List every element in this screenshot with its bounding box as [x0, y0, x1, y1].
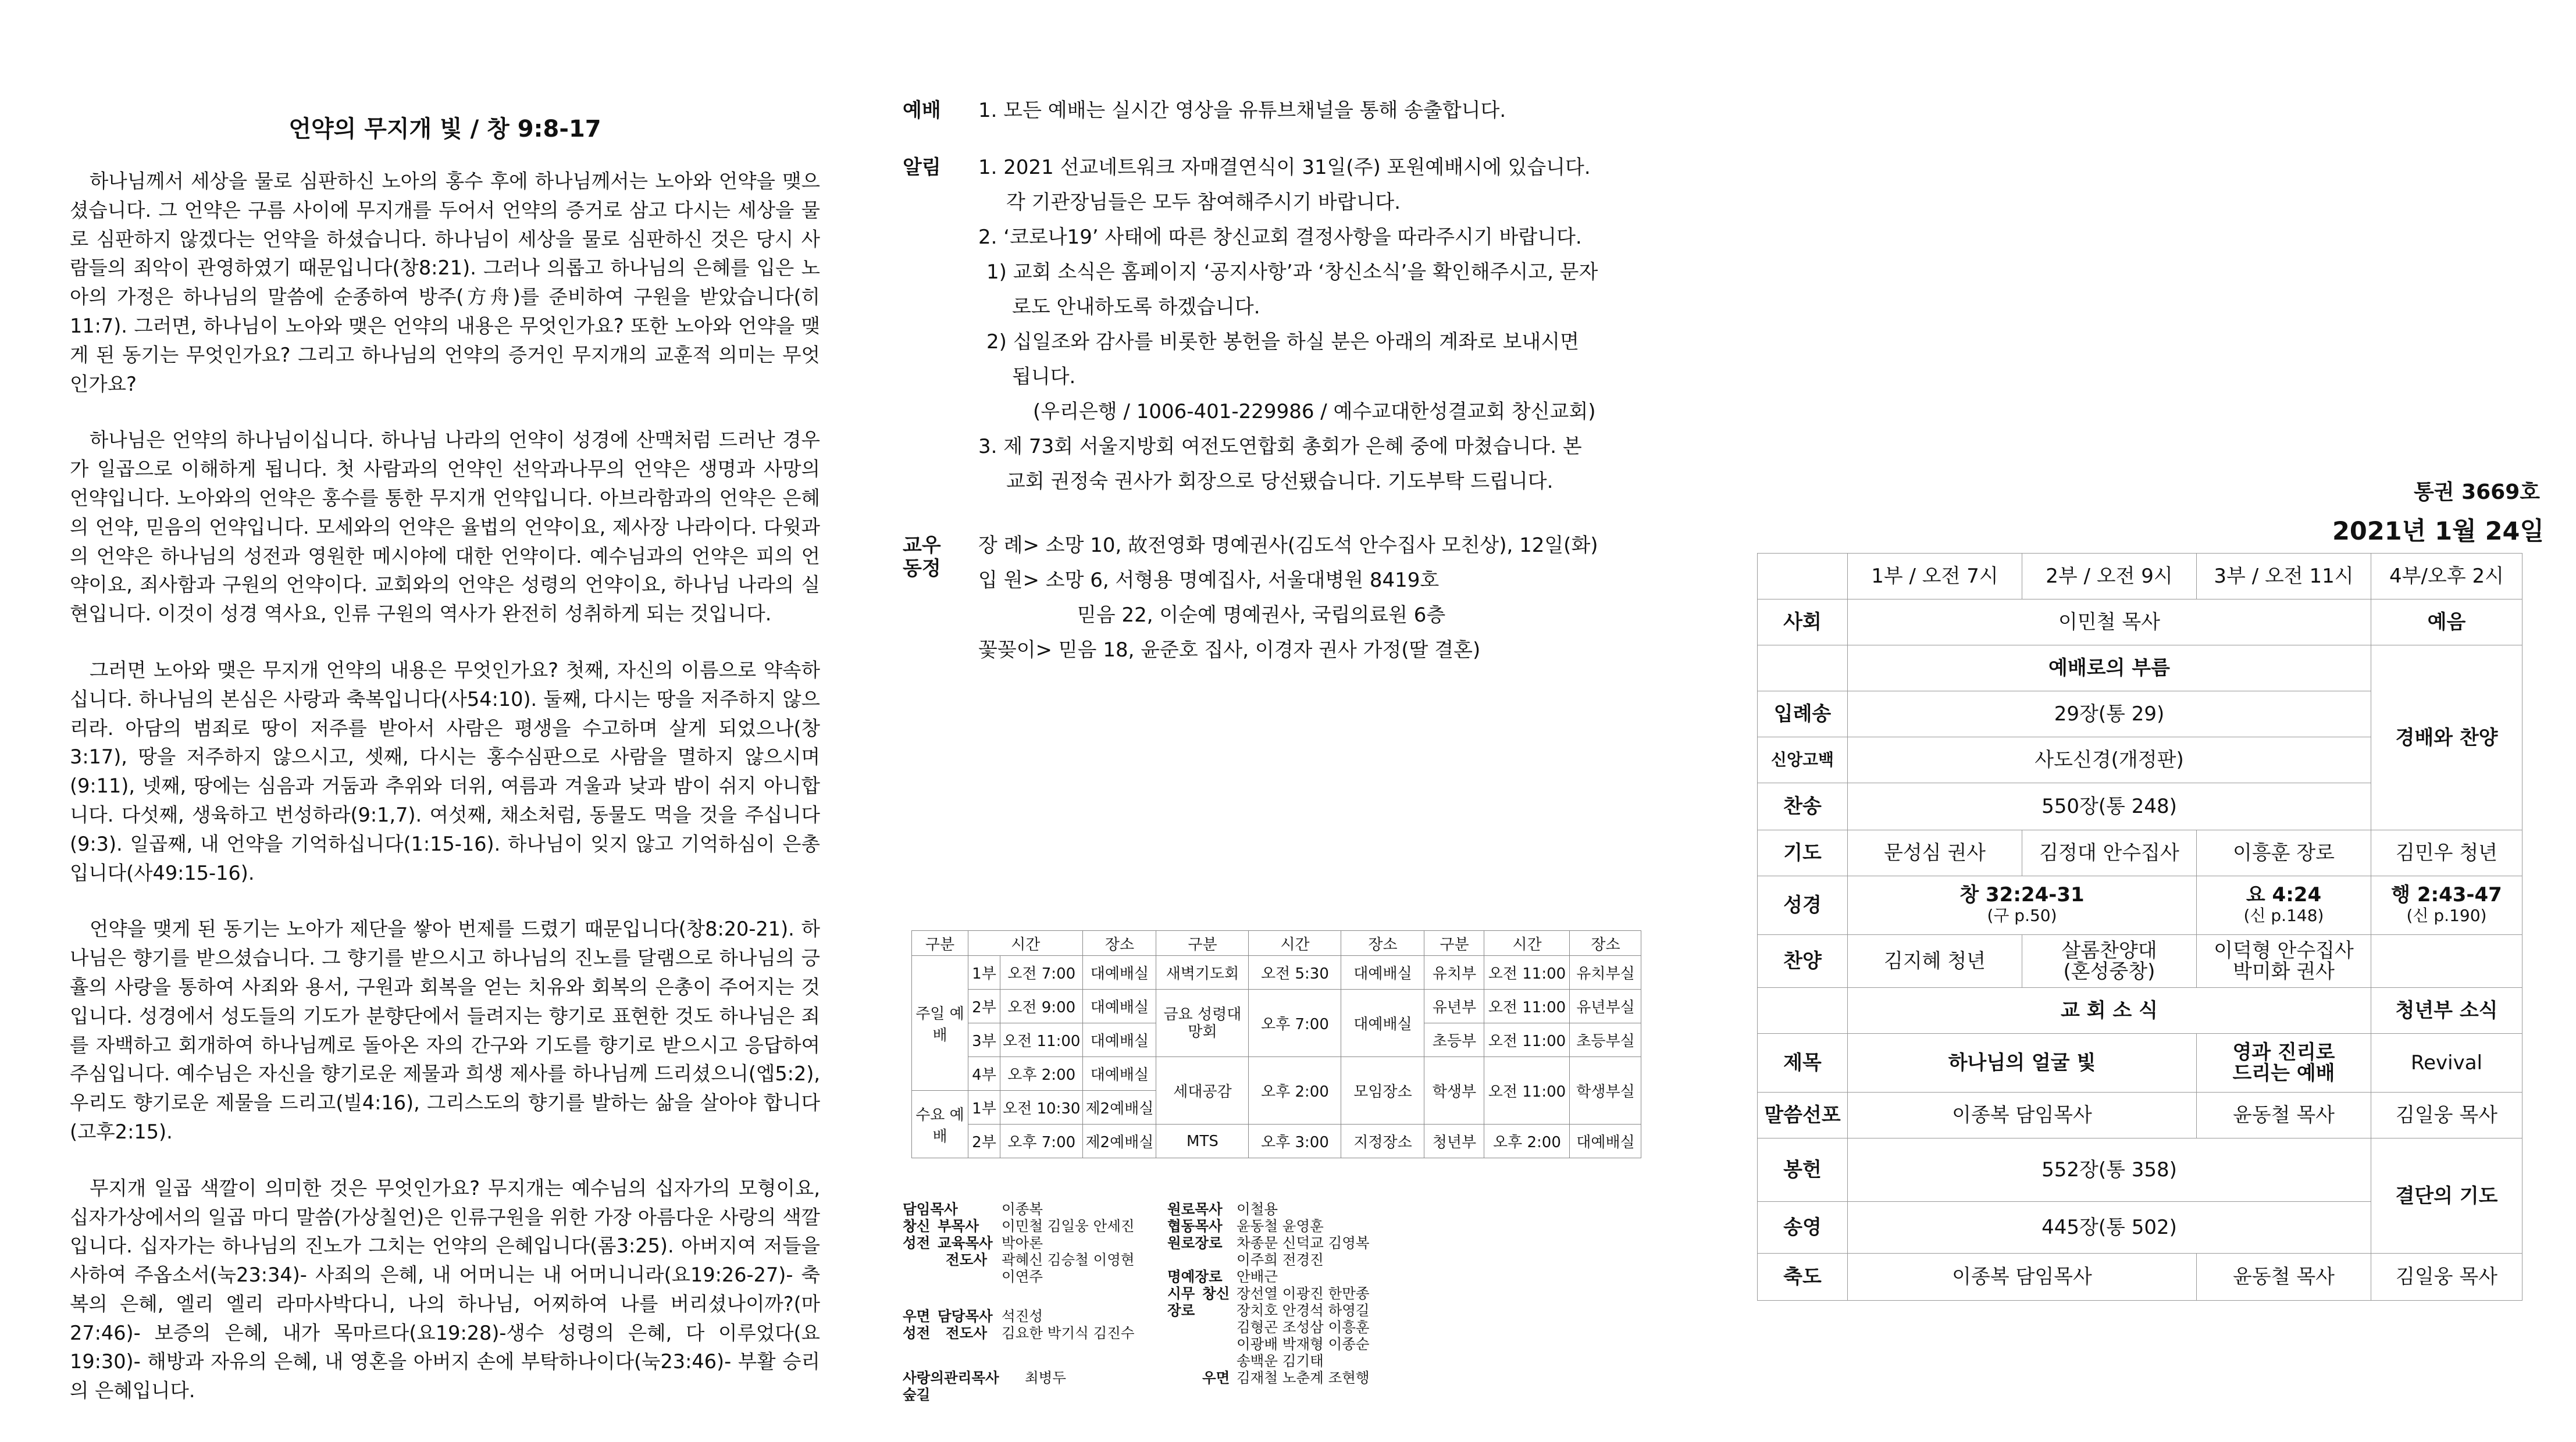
table-cell: 이민철 목사 — [1848, 599, 2371, 645]
staff-role: 담당목사 — [938, 1308, 993, 1325]
table-cell: 1부 — [968, 1091, 1000, 1125]
row-label: 말씀선포 — [1758, 1093, 1848, 1138]
staff-names: 이광배 박재형 이종순 — [1237, 1336, 1370, 1352]
staff-names: 김요한 박기식 김진수 — [1002, 1325, 1135, 1341]
table-cell: 초등부실 — [1570, 1023, 1641, 1057]
table-cell — [1848, 876, 2197, 935]
sermon-paragraph: 언약을 맺게 된 동기는 노아가 제단을 쌓아 번제를 드렸기 때문입니다(창8:20-21). 하나님은 향기를 받으셨습니다. 그 향기를 받으시고 하나님의 진노를 달램으로 하나님의 긍휼의 사랑을 통하여 사죄와 용서, 구원과 회복을 얻는 치유와 회복의 은총이 주어지는 것입니다. 성경에서 성도들의 기도가 분향단에서 들려지는 향기로 표현한 것도 하나님은 죄를 자백하고 회개하여 하나님께로 돌아온 자의 간구와 기도를 향기로 받으시고 응답하여 주심입니다. 예수님은 자신을 향기로운 제물과 희생 제사를 하나님께 드리셨으니(엡5:2), 우리도 향기로운 제물을 드리고(빌4:16), 그리스도의 향기를 발하는 삶을 살아야 합니다(고후2:15). — [70, 918, 820, 1143]
table-row — [1758, 1138, 2522, 1202]
notice-label: 알림 — [903, 156, 941, 179]
staff-names: 곽혜신 김승철 이영현 — [1002, 1251, 1135, 1268]
table-cell: 김일웅 목사 — [2371, 1093, 2522, 1138]
table-cell — [2022, 935, 2197, 988]
table-cell: 유년부 — [1424, 990, 1484, 1023]
notices-section — [903, 93, 1694, 668]
table-cell: 오전 11:00 — [1484, 990, 1570, 1023]
row-label: 제목 — [1758, 1034, 1848, 1093]
table-cell: 대예배실 — [1083, 1057, 1156, 1091]
column-header: 장소 — [1083, 931, 1156, 956]
staff-names: 이철용 — [1237, 1201, 1278, 1218]
row-label: 입례송 — [1758, 691, 1848, 737]
staff-names: 차종문 신덕교 김영복 — [1237, 1234, 1370, 1251]
table-cell: 유치부실 — [1570, 956, 1641, 990]
choir-name: 살롬찬양대 — [2061, 939, 2157, 962]
staff-names: 김재철 노춘계 조현행 — [1237, 1369, 1370, 1386]
table-cell — [1758, 554, 1848, 599]
table-cell: 세대공감 — [1156, 1057, 1249, 1125]
row-label: 찬송 — [1758, 783, 1848, 830]
table-cell: 학생부 — [1424, 1057, 1484, 1125]
staff-names: 이주희 전경진 — [1237, 1251, 1324, 1268]
table-cell: 유치부 — [1424, 956, 1484, 990]
sunday-worship-label: 주일 예배 — [912, 956, 968, 1091]
table-cell: 이종복 담임목사 — [1848, 1093, 2197, 1138]
staff-role: 전도사 — [946, 1325, 988, 1341]
table-cell: 교 회 소 식 — [1848, 988, 2371, 1034]
notice-line: 각 기관장님들은 모두 참여해주시기 바랍니다. — [1006, 191, 1401, 214]
staff-names: 장치호 안경석 하영길 — [1237, 1302, 1370, 1319]
staff-church: 우면 — [903, 1308, 931, 1325]
table-cell: 4부 — [968, 1057, 1000, 1091]
sermon-paragraph: 그러면 노아와 맺은 무지개 언약의 내용은 무엇인가요? 첫째, 자신의 이름으로 약속하십니다. 하나님의 본심은 사랑과 축복입니다(사54:10). 둘째, 다시는 땅을 저주하지 않으리라. 아담의 범죄로 땅이 저주를 받아서 사람은 평생을 수고하며 살게 되었으나(창3:17), 땅을 저주하지 않으시고, 셋째, 다시는 홍수심판으로 사람을 멸하지 않으시며(9:11), 넷째, 땅에는 심음과 거둠과 추위와 더위, 여름과 겨울과 낮과 밤이 쉬지 아니합니다. 다섯째, 생육하고 번성하라(9:1,7). 여섯째, 채소처럼, 동물도 먹을 것을 주십니다(9:3). 일곱째, 내 언약을 기억하십니다(1:15-16). 하나님이 잊지 않고 기억하심이 은총입니다(사49:15-16). — [70, 658, 820, 884]
staff-role: 장로 — [1167, 1302, 1195, 1319]
row-label: 기도 — [1758, 830, 1848, 876]
table-cell: 1부 — [968, 956, 1000, 990]
table-cell: 2부 — [968, 990, 1000, 1023]
row-label: 축도 — [1758, 1254, 1848, 1301]
service-header: 3부 / 오전 11시 — [2197, 554, 2371, 599]
column-header: 장소 — [1341, 931, 1424, 956]
worship-notice — [903, 93, 1694, 128]
scripture-page: (구 p.50) — [1987, 906, 2057, 925]
column-header: 시간 — [1484, 931, 1570, 956]
staff-church: 창신 — [1202, 1285, 1230, 1302]
staff-names: 최병두 — [1025, 1369, 1067, 1386]
table-cell: 오전 11:00 — [1484, 1057, 1570, 1125]
table-cell: 이종복 담임목사 — [1848, 1254, 2197, 1301]
notice-line: 로도 안내하도록 하겠습니다. — [1012, 295, 1260, 319]
table-cell: 이흥훈 장로 — [2197, 830, 2371, 876]
table-cell: 예음 — [2371, 599, 2522, 645]
worship-schedule-table — [911, 930, 1641, 1158]
table-cell: 결단의 기도 — [2371, 1138, 2522, 1254]
notice-line: 1) 교회 소식은 홈페이지 ‘공지사항’과 ‘창신소식’을 확인해주시고, 문자 — [986, 260, 1598, 284]
notice-line: 꽃꽂이> 믿음 18, 윤준호 집사, 이경자 권사 가정(딸 결혼) — [978, 638, 1481, 662]
table-cell: 예배로의 부름 — [1848, 645, 2371, 691]
table-cell: 제2예배실 — [1083, 1125, 1156, 1158]
table-cell: 대예배실 — [1341, 990, 1424, 1057]
staff-church: 우면 — [1202, 1369, 1230, 1386]
table-cell: 제2예배실 — [1083, 1091, 1156, 1125]
table-cell — [2197, 1034, 2371, 1093]
table-cell: 550장(통 248) — [1848, 783, 2371, 830]
staff-names: 송백운 김기태 — [1237, 1352, 1324, 1369]
table-row — [1758, 830, 2522, 876]
table-cell: 오전 9:00 — [1000, 990, 1083, 1023]
row-label: 송영 — [1758, 1202, 1848, 1254]
table-row — [1758, 1254, 2522, 1301]
table-row — [912, 1057, 1641, 1091]
staff-names: 윤동철 윤영훈 — [1237, 1218, 1324, 1234]
notice-line: 3. 제 73회 서울지방회 여전도연합회 총회가 은혜 중에 마쳤습니다. 본 — [978, 435, 1582, 458]
table-cell — [1758, 645, 1848, 691]
column-header: 시간 — [968, 931, 1083, 956]
staff-names: 장선열 이광진 한만종 — [1237, 1285, 1370, 1302]
order-of-worship-table — [1757, 553, 2522, 1301]
staff-church: 성전 — [903, 1234, 931, 1251]
service-header: 1부 / 오전 7시 — [1848, 554, 2022, 599]
sermon-column — [70, 110, 820, 1405]
table-cell: 청년부 소식 — [2371, 988, 2522, 1034]
notice-label: 예배 — [903, 99, 941, 122]
notice-label: 동정 — [903, 557, 941, 580]
table-cell: 대예배실 — [1083, 990, 1156, 1023]
scripture-page: (신 p.148) — [2243, 906, 2324, 925]
table-cell: 김일웅 목사 — [2371, 1254, 2522, 1301]
table-cell: 대예배실 — [1083, 1023, 1156, 1057]
table-cell — [2197, 876, 2371, 935]
table-cell: 윤동철 목사 — [2197, 1093, 2371, 1138]
sermon-title-cell: 하나님의 얼굴 빛 — [1848, 1034, 2197, 1093]
table-cell: 2부 — [968, 1125, 1000, 1158]
table-cell — [2197, 935, 2371, 988]
notice-line: 1. 모든 예배는 실시간 영상을 유튜브채널을 통해 송출합니다. — [978, 99, 1506, 122]
table-cell: 오후 7:00 — [1249, 990, 1341, 1057]
table-cell: 청년부 — [1424, 1125, 1484, 1158]
service-header: 4부/오후 2시 — [2371, 554, 2522, 599]
table-row — [1758, 645, 2522, 691]
row-label: 봉헌 — [1758, 1138, 1848, 1202]
staff-role: 원로목사 — [1167, 1201, 1223, 1218]
sermon-paragraph: 하나님은 언약의 하나님이십니다. 하나님 나라의 언약이 성경에 산맥처럼 드러난 경우가 일곱으로 이해하게 됩니다. 첫 사람과의 언약인 선악과나무의 언약은 생명과 사망의 언약입니다. 노아와의 언약은 홍수를 통한 무지개 언약입니다. 아브라함과의 언약은 은혜의 언약, 믿음의 언약입니다. 모세와의 언약은 율법의 언약이요, 제사장 나라이다. 다윗과의 언약은 하나님의 성전과 영원한 메시야에 대한 언약이다. 예수님과의 언약은 피의 언약이요, 죄사함과 구원의 언약이다. 교회와의 언약은 성령의 언약이요, 하나님 나라의 실현입니다. 이것이 성경 역사요, 인류 구원의 역사가 완전히 성취하게 되는 것입니다. — [70, 429, 820, 626]
table-cell: 오전 11:00 — [1484, 1023, 1570, 1057]
staff-role: 사랑의관리목사 — [903, 1369, 999, 1386]
table-cell: 경배와 찬양 — [2371, 645, 2522, 830]
staff-church: 숲길 — [903, 1386, 931, 1403]
scripture-ref: 행 2:43-47 — [2391, 883, 2502, 906]
notice-line: 교회 권정숙 권사가 회장으로 당선됐습니다. 기도부탁 드립니다. — [1006, 470, 1554, 493]
notice-line: 2) 십일조와 감사를 비롯한 봉헌을 하실 분은 아래의 계좌로 보내시면 — [986, 330, 1579, 354]
staff-names: 이민철 김일웅 안세진 — [1002, 1218, 1135, 1234]
table-cell: 오후 2:00 — [1484, 1125, 1570, 1158]
table-cell: 오전 5:30 — [1249, 956, 1341, 990]
table-cell: 오후 2:00 — [1249, 1057, 1341, 1125]
table-row — [912, 956, 1641, 990]
table-row — [1758, 935, 2522, 988]
title-line: 영과 진리로 — [2232, 1041, 2335, 1064]
table-cell: 대예배실 — [1570, 1125, 1641, 1158]
table-cell: 29장(통 29) — [1848, 691, 2371, 737]
notice-label: 교우 — [903, 534, 941, 557]
row-label: 성경 — [1758, 876, 1848, 935]
notice-line: 1. 2021 선교네트워크 자매결연식이 31일(주) 포원예배시에 있습니다. — [978, 156, 1591, 179]
column-header: 시간 — [1249, 931, 1341, 956]
table-cell: 모임장소 — [1341, 1057, 1424, 1125]
table-header-row — [1758, 554, 2522, 599]
scripture-ref: 창 32:24-31 — [1959, 883, 2085, 906]
sermon-paragraph: 하나님께서 세상을 물로 심판하신 노아의 홍수 후에 하나님께서는 노아와 언약을 맺으셨습니다. 그 언약은 구름 사이에 무지개를 두어서 언약의 증거로 삼고 다시는 세상을 물로 심판하지 않겠다는 언약을 하셨습니다. 하나님이 세상을 물로 심판하신 것은 당시 사람들의 죄악이 관영하였기 때문입니다(창8:21). 그러나 의롭고 하나님의 은혜를 입은 노아의 가정은 하나님의 말씀에 순종하여 방주(方舟)를 준비하여 구원을 받았습니다(히11:7). 그러면, 하나님이 노아와 맺은 언약의 내용은 무엇인가요? 또한 노아와 언약을 맺게 된 동기는 무엇인가요? 그리고 하나님의 언약의 증거인 무지개의 교훈적 의미는 무엇인가요? — [70, 170, 820, 395]
staff-directory — [903, 1201, 1484, 1433]
issue-number: 통권 3669호 — [2414, 480, 2541, 504]
table-cell: 오전 11:00 — [1000, 1023, 1083, 1057]
title-line: 드리는 예배 — [2232, 1062, 2335, 1085]
table-cell: 김민우 청년 — [2371, 830, 2522, 876]
bulletin-date: 2021년 1월 24일 — [2332, 517, 2544, 546]
staff-role: 명예장로 — [1167, 1268, 1223, 1285]
table-cell: 학생부실 — [1570, 1057, 1641, 1125]
column-header: 장소 — [1570, 931, 1641, 956]
table-row — [1758, 599, 2522, 645]
table-row — [1758, 876, 2522, 935]
table-row — [1758, 1034, 2522, 1093]
table-cell: 오전 11:00 — [1484, 956, 1570, 990]
staff-role: 원로장로 — [1167, 1234, 1223, 1251]
notice-line: 믿음 22, 이순예 명예권사, 국립의료원 6층 — [1077, 604, 1446, 627]
table-cell: 문성심 권사 — [1848, 830, 2022, 876]
table-cell: 초등부 — [1424, 1023, 1484, 1057]
table-cell: Revival — [2371, 1034, 2522, 1093]
table-cell: 552장(통 358) — [1848, 1138, 2371, 1202]
notice-line: 입 원> 소망 6, 서형용 명예집사, 서울대병원 8419호 — [978, 569, 1440, 592]
staff-role: 담임목사 — [903, 1201, 958, 1218]
table-cell — [2371, 935, 2522, 988]
staff-names: 안배근 — [1237, 1268, 1278, 1285]
table-row — [1758, 988, 2522, 1034]
row-label: 신앙고백 — [1758, 737, 1848, 783]
notice-line: 장 례> 소망 10, 故전영화 명예권사(김도석 안수집사 모친상), 12일(화) — [978, 534, 1598, 557]
column-header: 구분 — [912, 931, 968, 956]
table-cell: 새벽기도회 — [1156, 956, 1249, 990]
table-cell: 3부 — [968, 1023, 1000, 1057]
wednesday-worship-label: 수요 예배 — [912, 1091, 968, 1158]
table-cell: 윤동철 목사 — [2197, 1254, 2371, 1301]
table-cell: 대예배실 — [1083, 956, 1156, 990]
column-header: 구분 — [1424, 931, 1484, 956]
table-cell: 대예배실 — [1341, 956, 1424, 990]
service-header: 2부 / 오전 9시 — [2022, 554, 2197, 599]
column-header: 구분 — [1156, 931, 1249, 956]
staff-role: 시무 — [1167, 1285, 1195, 1302]
staff-role: 전도사 — [946, 1251, 988, 1268]
scripture-page: (신 p.190) — [2406, 906, 2487, 925]
staff-names: 석진성 — [1002, 1308, 1043, 1325]
table-cell: 김지혜 청년 — [1848, 935, 2022, 988]
staff-church: 창신 — [903, 1218, 931, 1234]
table-header-row — [912, 931, 1641, 956]
staff-names: 박아론 — [1002, 1234, 1043, 1251]
table-cell: MTS — [1156, 1125, 1249, 1158]
choir-type: (혼성중창) — [2063, 960, 2155, 983]
table-cell: 김정대 안수집사 — [2022, 830, 2197, 876]
scripture-ref: 요 4:24 — [2246, 883, 2322, 906]
table-cell: 445장(통 502) — [1848, 1202, 2371, 1254]
table-row — [912, 990, 1641, 1023]
table-row — [1758, 1093, 2522, 1138]
table-cell: 오후 3:00 — [1249, 1125, 1341, 1158]
staff-names: 이종복 — [1002, 1201, 1043, 1218]
table-cell: 유년부실 — [1570, 990, 1641, 1023]
staff-names: 김형곤 조성삼 이흥훈 — [1237, 1319, 1370, 1336]
table-row — [912, 1125, 1641, 1158]
announcement-notice — [903, 150, 1694, 499]
table-cell: 지정장소 — [1341, 1125, 1424, 1158]
sermon-paragraph: 무지개 일곱 색깔이 의미한 것은 무엇인가요? 무지개는 예수님의 십자가의 모형이요, 십자가상에서의 일곱 마디 말씀(가상칠언)은 인류구원을 위한 가장 아름다운 사랑의 색깔입니다. 십자가는 하나님의 진노가 그치는 언약의 은혜입니다(롬3:25). 아버지여 저들을 사하여 주옵소서(눅23:34)- 사죄의 은혜, 내 어머니는 내 어머니니라(요19:26-27)- 축복의 은혜, 엘리 엘리 라마사박다니, 나의 하나님, 어찌하여 나를 버리셨나이까?(마27:46)- 보증의 은혜, 내가 목마르다(요19:28)-생수 성령의 은혜, 다 이루었다(요19:30)- 해방과 자유의 은혜, 내 영혼을 아버지 손에 부탁하나이다(눅23:46)- 부활 승리의 은혜입니다. — [70, 1176, 820, 1402]
table-cell: 오전 10:30 — [1000, 1091, 1083, 1125]
staff-role: 교육목사 — [938, 1234, 993, 1251]
notice-line: (우리은행 / 1006-401-229986 / 예수교대한성결교회 창신교회) — [1033, 400, 1596, 423]
table-cell: 오전 7:00 — [1000, 956, 1083, 990]
singer-name: 박미화 권사 — [2232, 960, 2335, 983]
notice-line: 됩니다. — [1012, 365, 1076, 388]
sermon-title: 언약의 무지개 빛 / 창 9:8-17 — [288, 116, 601, 142]
table-cell — [2371, 876, 2522, 935]
row-label: 사회 — [1758, 599, 1848, 645]
table-cell: 오후 2:00 — [1000, 1057, 1083, 1091]
staff-role: 부목사 — [938, 1218, 979, 1234]
fellowship-notice — [903, 528, 1694, 668]
staff-role: 협동목사 — [1167, 1218, 1223, 1234]
notice-line: 2. ‘코로나19’ 사태에 따른 창신교회 결정사항을 따라주시기 바랍니다. — [978, 226, 1582, 249]
table-cell: 오후 7:00 — [1000, 1125, 1083, 1158]
table-cell: 금요 성령대망회 — [1156, 990, 1249, 1057]
staff-church: 성전 — [903, 1325, 931, 1341]
staff-names: 이연주 — [1002, 1268, 1043, 1285]
singer-name: 이덕형 안수집사 — [2214, 939, 2354, 962]
row-label: 찬양 — [1758, 935, 1848, 988]
table-cell: 사도신경(개정판) — [1848, 737, 2371, 783]
table-cell — [1758, 988, 1848, 1034]
